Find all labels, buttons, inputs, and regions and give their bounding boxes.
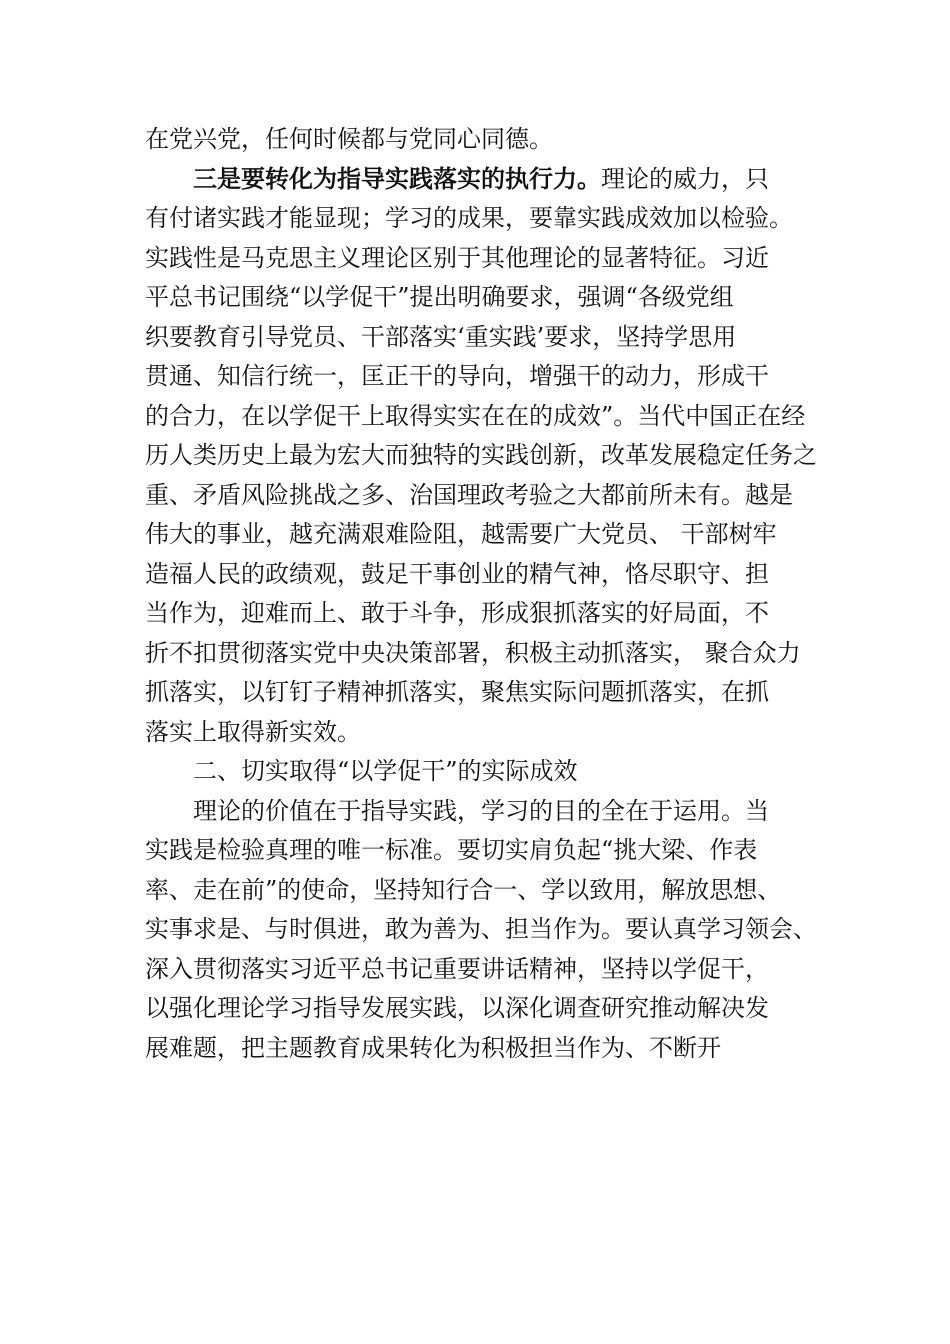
text-line: 的合力，在以学促干上取得实实在在的成效”。当代中国正在经 — [145, 401, 806, 430]
text-line: 织要教育引导党员、干部落实‘重实践’要求，坚持学思用 — [145, 322, 737, 351]
text-line: 深入贯彻落实习近平总书记重要讲话精神，坚持以学促干， — [145, 954, 769, 983]
text-line: 实事求是、与时俱进，敢为善为、担当作为。要认真学习领会、 — [145, 915, 817, 943]
text-line: 当作为，迎难而上、敢于斗争，形成狠抓落实的好局面，不 — [145, 599, 769, 627]
text-line: 实践性是马克思主义理论区别于其他理论的显著特征。习近 — [145, 243, 769, 272]
text-line: 折不扣贯彻落实党中央决策部署，积极主动抓落实， 聚合众力 — [145, 638, 801, 667]
text-line: 历人类历史上最为宏大而独特的实践创新，改革发展稳定任务之 — [145, 441, 817, 469]
text-line: 实践是检验真理的唯一标准。要切实肩负起“挑大梁、作表 — [145, 836, 758, 864]
text-line: 展难题，把主题教育成果转化为积极担当作为、不断开 — [145, 1033, 721, 1062]
text-line: 造福人民的政绩观，鼓足干事创业的精气神，恪尽职守、担 — [145, 559, 769, 588]
text-line: 重、矛盾风险挑战之多、治国理政考验之大都前所未有。越是 — [145, 480, 793, 509]
text-line: 平总书记围绕“以学促干”提出明确要求，强调“各级党组 — [145, 283, 734, 311]
text-line: 抓落实，以钉钉子精神抓落实，聚焦实际问题抓落实，在抓 — [145, 678, 769, 706]
text-line: 伟大的事业，越充满艰难险阻，越需要广大党员、 干部树牢 — [145, 520, 777, 548]
text-line: 在党兴党，任何时候都与党同心同德。 — [145, 125, 553, 153]
bold-heading: 三是要转化为指导实践落实的执行力。 — [193, 164, 601, 193]
document-body — [145, 120, 835, 1068]
text-line: 落实上取得新实效。 — [145, 717, 361, 746]
text-line: 有付诸实践才能显现；学习的成果，要靠实践成效加以检验。 — [145, 204, 793, 232]
section-heading: 二、切实取得“以学促干”的实际成效 — [193, 757, 578, 785]
text-line: 贯通、知信行统一，匡正干的导向，增强干的动力，形成干 — [145, 362, 769, 390]
text-line: 以强化理论学习指导发展实践，以深化调查研究推动解决发 — [145, 994, 769, 1022]
paragraph-first-line — [145, 160, 835, 200]
paragraph-first-line: 理论的价值在于指导实践，学习的目的全在于运用。当 — [193, 796, 769, 825]
text-line: 率、走在前”的使命，坚持知行合一、学以致用，解放思想、 — [145, 875, 782, 904]
text-line: 理论的威力，只 — [601, 164, 769, 193]
